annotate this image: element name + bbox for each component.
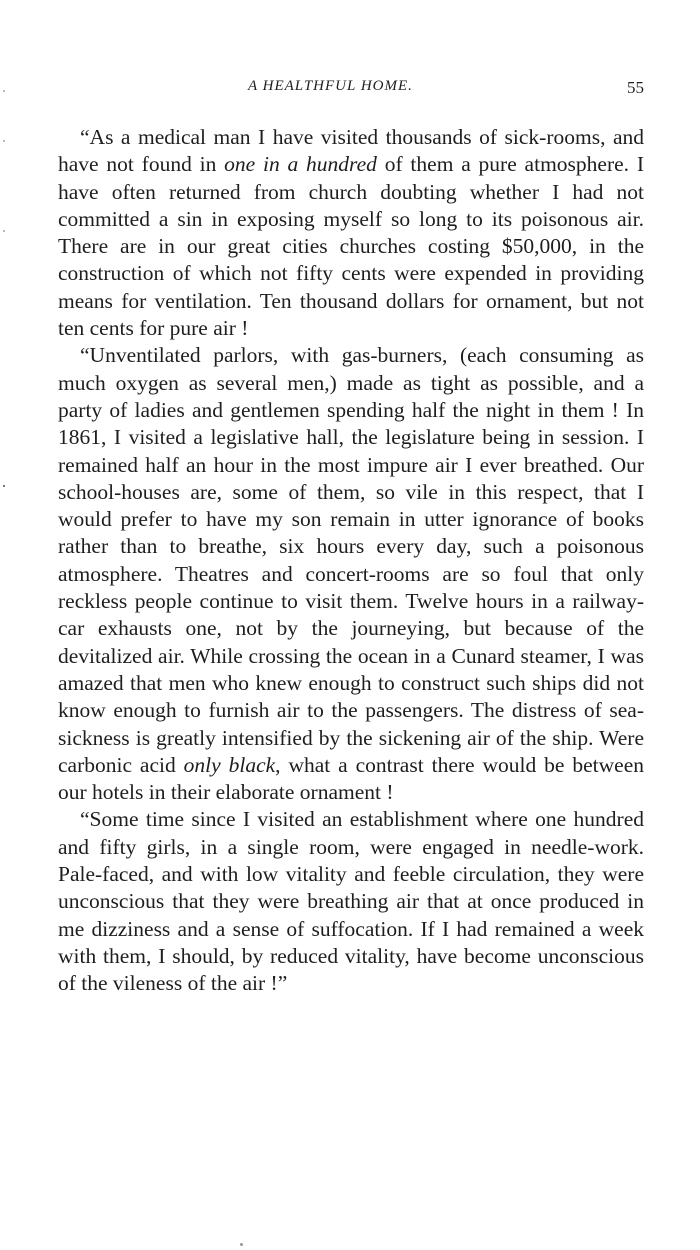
text-run: “Unventilated parlors, with gas-burners, (each consuming as much oxygen as several men,) made as tight as possible, and a party of ladies and gentlemen spending half the night in them ! In 1861, I visited a legislative hall, the legislature being in session. I remained half an hour in the most impure air I ever breathed. Our school-houses are, some of them, so vile in this respect, that I would prefer to have my son remain in utter ignorance of books rather than to breathe, six hours every day, such a poisonous atmosphere. Theatres and concert-rooms are so foul that only reckless people continue to visit them. Twelve hours in a railway-car exhausts one, not by the journeying, but because of the devitalized air. While crossing the ocean in a Cunard steamer, I was amazed that men who knew enough to construct such ships did not know enough to furnish air to the passengers. The distress of sea-sickness is greatly intensified by the sickening air of the ship. Were carbonic acid [58, 343, 644, 777]
page-number: 55 [627, 78, 644, 97]
text-run: of them a pure atmosphere. I have often returned from church doubting whether I had not committed a sin in exposing myself so long to its poisonous air. There are in our great cities churches costing $50,000, in the construction of which not fifty cents were expended in providing means for ventilation. Ten thousand dollars for ornament, but not ten cents for pure air ! [58, 152, 644, 341]
emphasis-text: only black [183, 752, 276, 777]
margin-speck [3, 90, 5, 92]
bottom-speck [240, 1243, 243, 1246]
body-text [58, 124, 644, 998]
running-header [58, 78, 644, 102]
running-title: A HEALTHFUL HOME. [248, 78, 413, 94]
paragraph-2 [58, 342, 644, 806]
margin-speck [3, 485, 5, 487]
margin-speck [3, 140, 5, 142]
margin-speck [3, 230, 5, 232]
emphasis-text: one in a hundred [224, 152, 377, 177]
text-run: , what a contrast there would be between our hotels in their elaborate ornament ! [58, 752, 644, 805]
text-run: “As a medical man I have visited thousands of sick-rooms, and have not found in [58, 125, 644, 177]
text-run: “Some time since I visited an establishment where one hundred and fifty girls, in a single room, were engaged in needle-work. Pale-faced, and with low vitality and feeble circulation, they were unconscious that they were breathing air that at once produced in me dizziness and a sense of suffocation. If I had remained a week with them, I should, by reduced vitality, have become unconscious of the vileness of the air !” [58, 807, 644, 996]
paragraph-3 [58, 806, 644, 997]
paragraph-1 [58, 124, 644, 342]
